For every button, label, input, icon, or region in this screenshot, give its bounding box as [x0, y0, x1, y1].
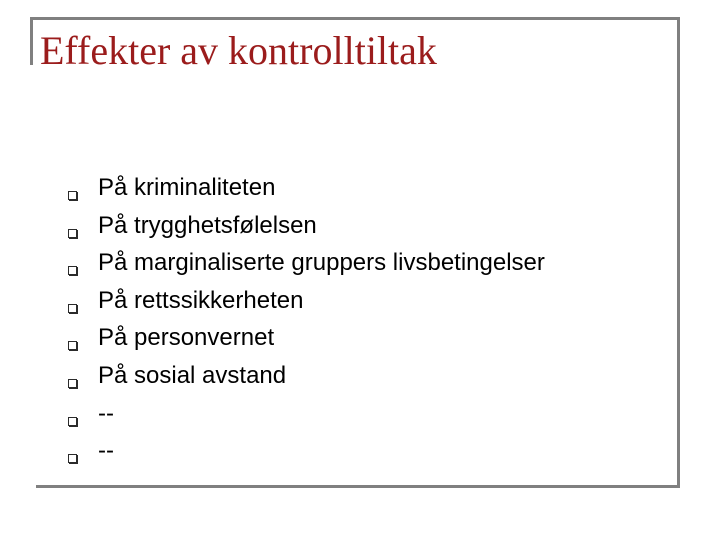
hollow-square-bullet-icon — [68, 379, 77, 388]
bullet-text: På kriminaliteten — [98, 174, 276, 201]
bullet-text: På personvernet — [98, 324, 275, 352]
hollow-square-bullet-icon — [68, 417, 77, 426]
hollow-square-bullet-icon — [68, 266, 77, 275]
bullet-text: På rettssikkerheten — [98, 286, 304, 314]
slide-frame-left-border — [30, 17, 33, 65]
bullet-text: -- — [98, 399, 114, 427]
hollow-square-bullet-icon — [68, 191, 77, 200]
bullet-text: På sosial avstand — [98, 361, 287, 389]
slide-frame-right-border — [677, 17, 680, 487]
bullet-text: -- — [98, 437, 114, 465]
bullet-text: På marginaliserte gruppers livsbetingelser — [98, 249, 545, 277]
hollow-square-bullet-icon — [68, 341, 77, 350]
slide-frame-bottom-border — [36, 485, 680, 488]
hollow-square-bullet-icon — [68, 454, 77, 463]
bullet-text: På trygghetsfølelsen — [98, 211, 317, 239]
hollow-square-bullet-icon — [68, 229, 77, 238]
slide-title: Effekter av kontrolltiltak — [40, 28, 437, 73]
hollow-square-bullet-icon — [68, 304, 77, 313]
slide-frame-top-border — [30, 17, 678, 20]
